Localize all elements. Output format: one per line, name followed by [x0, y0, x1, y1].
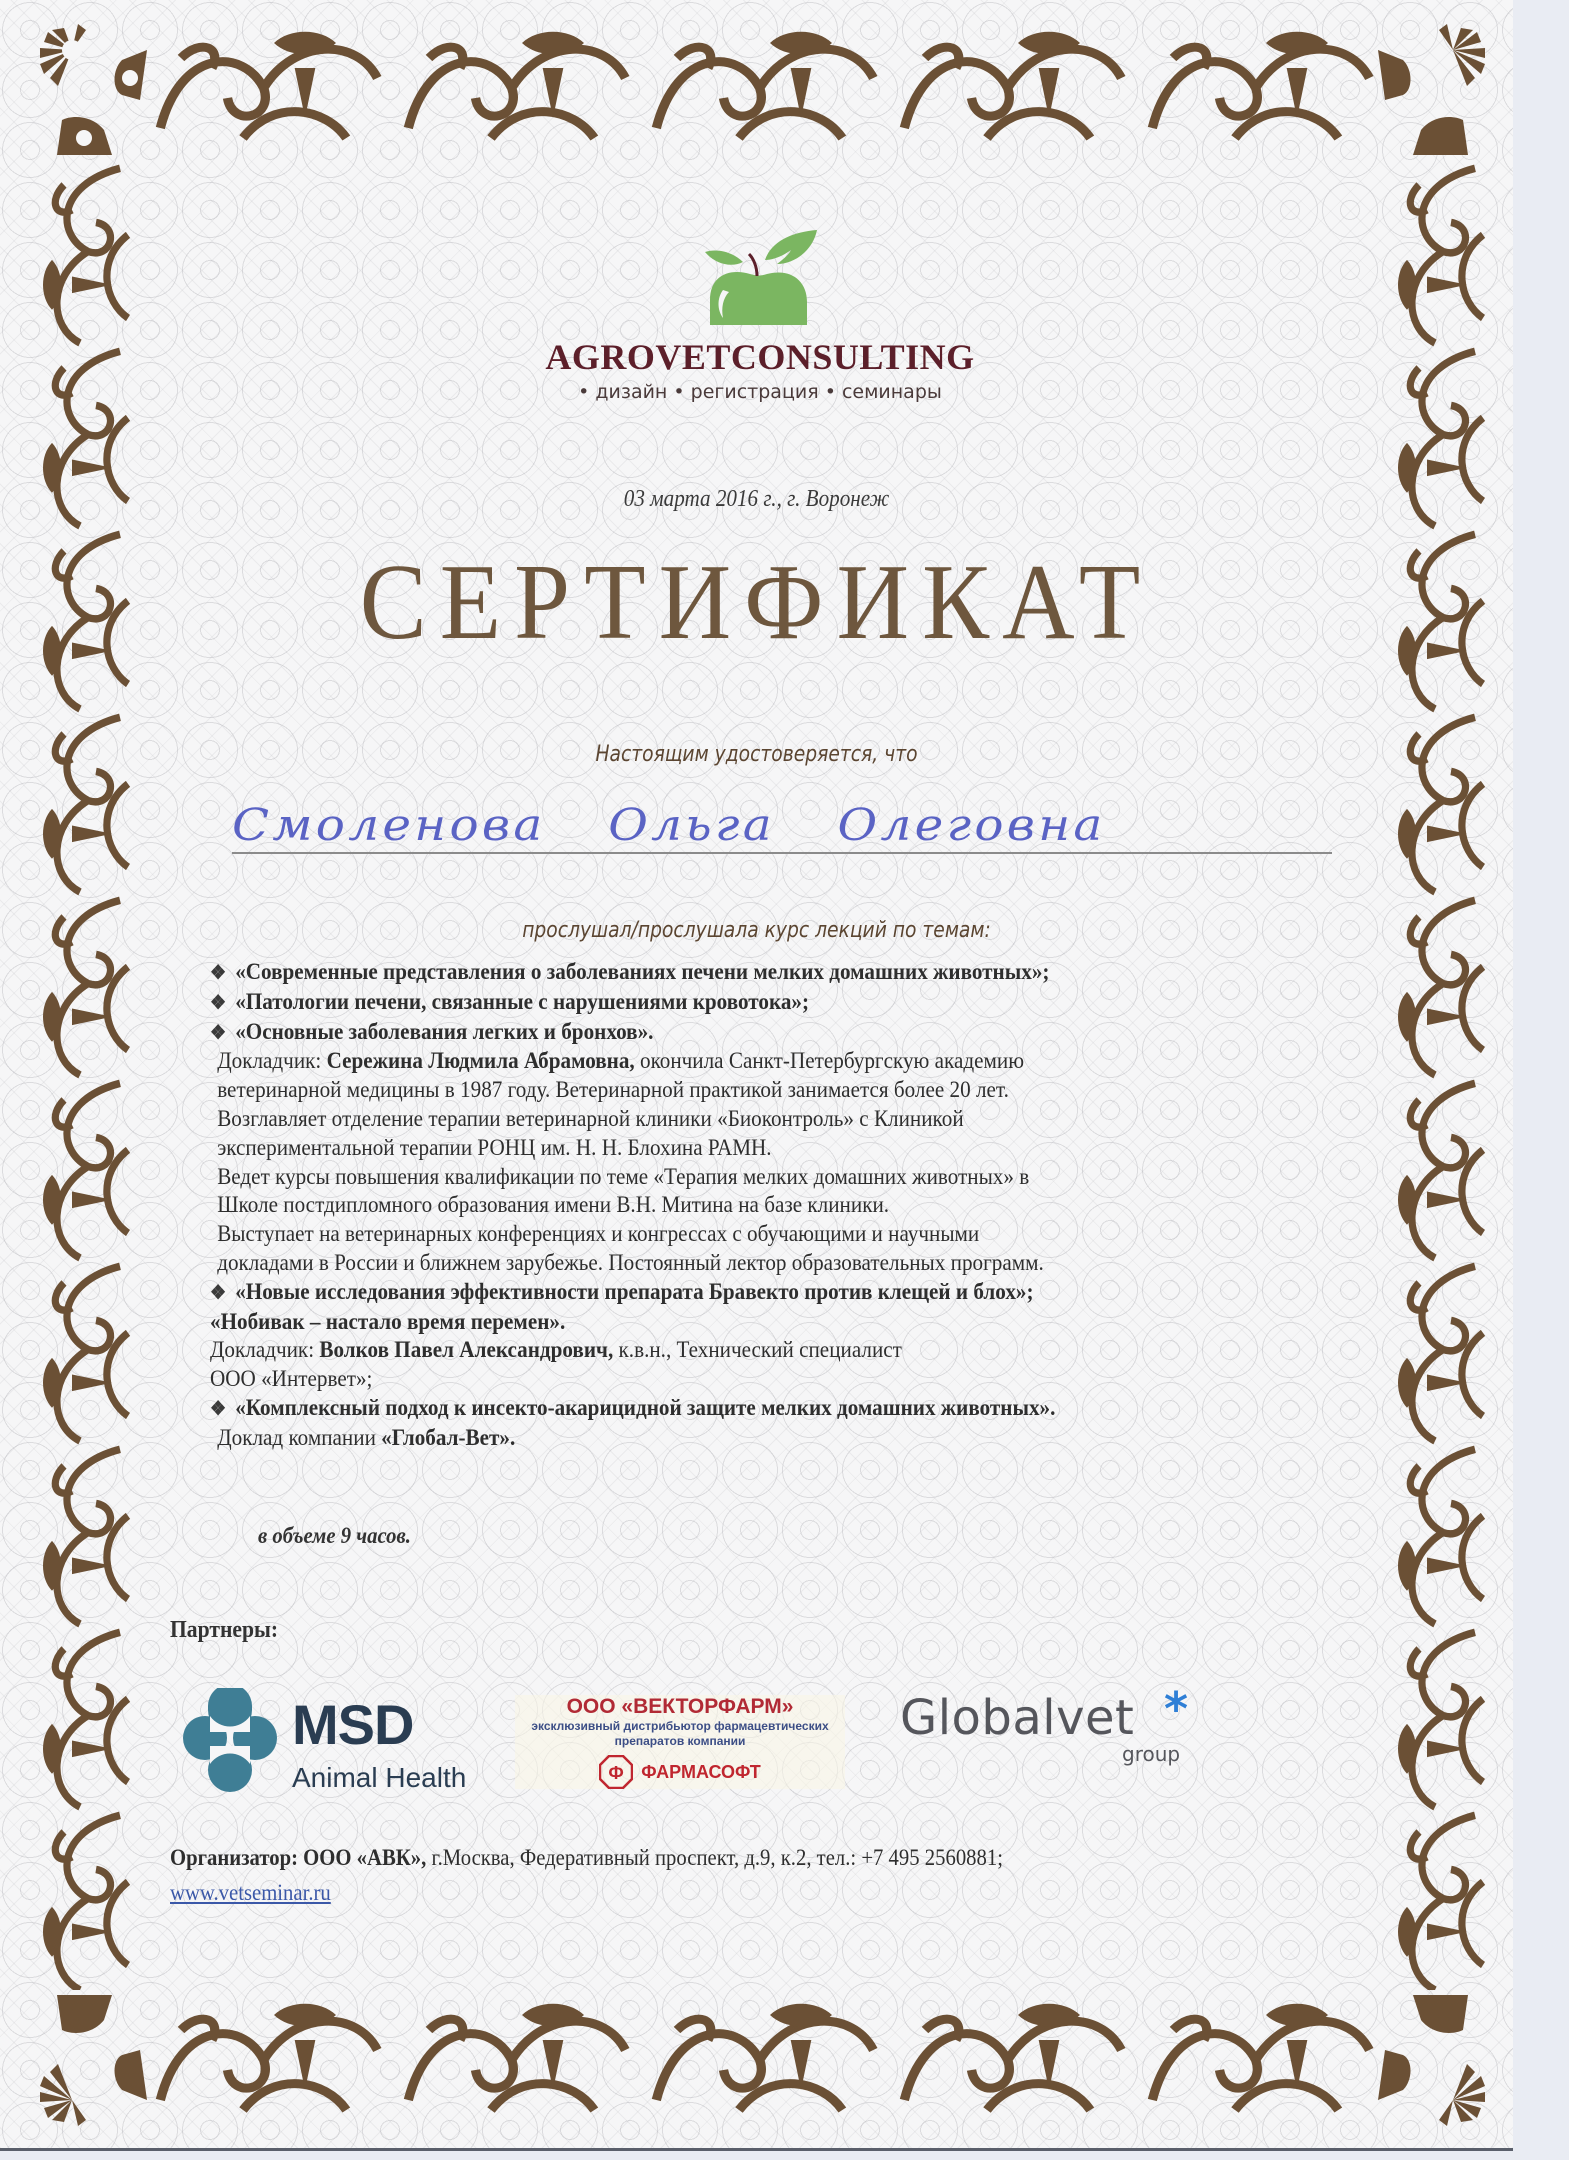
ornament-border-bottom — [150, 2000, 1390, 2125]
ornament-border-top — [150, 28, 1390, 153]
speaker-info-line: Возглавляет отделение терапии ветеринарной клиники «Биоконтроль» с Клиникой — [217, 1105, 964, 1132]
pharmasoft-octagon-icon — [599, 1755, 633, 1789]
vectorpharm-logo — [515, 1695, 845, 1789]
globalvet-logo — [900, 1682, 1220, 1770]
report-company: Доклад компании «Глобал-Вет». — [217, 1424, 516, 1451]
apple-leaf-icon — [695, 230, 825, 330]
topic-item: ❖ «Патологии печени, связанные с нарушениями кровотока»; — [210, 988, 1245, 1018]
ornament-border-left — [40, 160, 140, 1990]
pharmasoft-brand: ФАРМАСОФТ — [641, 1761, 761, 1782]
corner-rosette-icon — [22, 1995, 147, 2130]
speaker-company: ООО «Интервет»; — [210, 1366, 373, 1393]
diamond-bullet-icon: ❖ — [210, 991, 227, 1014]
svg-text:Ф: Ф — [608, 1763, 624, 1783]
brand-name: AGROVETCONSULTING — [545, 337, 975, 377]
speaker-info-line: докладами в России и ближнем зарубежье. Постоянный лектор образовательных программ. — [217, 1249, 1044, 1276]
name-underline — [232, 852, 1332, 854]
msd-subtitle: Animal Health — [292, 1762, 467, 1793]
vectorpharm-subtitle: препаратов компании — [614, 1734, 746, 1748]
organizer-info: Организатор: ООО «АВК», г.Москва, Федеративный проспект, д.9, к.2, тел.: +7 495 2560881; — [170, 1845, 1003, 1870]
diamond-bullet-icon: ❖ — [210, 962, 227, 984]
diamond-bullet-icon: ❖ — [210, 1281, 227, 1304]
corner-rosette-icon — [1378, 1995, 1503, 2130]
topic-item: «Нобивак – настало время перемен». — [210, 1308, 566, 1335]
speaker-info: Докладчик: Волков Павел Александрович, к.в.н., Технический специалист — [210, 1337, 902, 1364]
speaker-info: Докладчик: Сережина Людмила Абрамовна, окончила Санкт-Петербургскую академию — [217, 1048, 1025, 1075]
vectorpharm-title: ООО «ВЕКТОРФАРМ» — [566, 1695, 794, 1718]
website-link[interactable]: www.vetseminar.ru — [170, 1880, 331, 1905]
msd-cross-icon — [180, 1688, 290, 1798]
topics-list — [210, 958, 1360, 1453]
certificate-title: СЕРТИФИКАТ — [359, 543, 1154, 662]
diamond-bullet-icon: ❖ — [210, 1021, 227, 1044]
topic-item: ❖ «Современные представления о заболеваниях печени мелких домашних животных»; — [210, 958, 1245, 988]
partners-label: Партнеры: — [170, 1617, 279, 1643]
listened-course-text: прослушал/прослушала курс лекций по темам: — [522, 918, 991, 943]
asterisk-icon: * — [1164, 1682, 1189, 1736]
topic-item: ❖ «Комплексный подход к инсекто-акарицидной защите мелких домашних животных». — [210, 1394, 1245, 1424]
agrovetconsulting-logo — [530, 230, 990, 404]
topic-item: ❖ «Основные заболевания легких и бронхов». — [210, 1018, 1245, 1048]
brand-tagline: • дизайн • регистрация • семинары — [578, 381, 942, 403]
corner-rosette-icon — [1378, 20, 1503, 155]
pharmasoft-row — [515, 1755, 845, 1789]
speaker-info-line: экспериментальной терапии РОНЦ им. Н. Н. Блохина РАМН. — [217, 1134, 772, 1161]
msd-animal-health-logo — [180, 1688, 510, 1798]
msd-wordmark: MSD — [292, 1693, 414, 1756]
course-hours: в объеме 9 часов. — [258, 1523, 411, 1548]
recipient-name-handwritten: Смоленова Ольга Олеговна — [232, 800, 1106, 851]
globalvet-wordmark: Globalvet — [900, 1690, 1135, 1746]
date-place: 03 марта 2016 г., г. Воронеж — [623, 486, 890, 512]
topic-item: ❖ «Новые исследования эффективности препарата Бравекто против клещей и блох»; — [210, 1278, 1245, 1308]
speaker-info-line: Ведет курсы повышения квалификации по теме «Терапия мелких домашних животных» в — [217, 1163, 1030, 1190]
certifies-intro: Настоящим удостоверяется, что — [595, 742, 918, 767]
vectorpharm-subtitle: эксклюзивный дистрибьютор фармацевтических — [531, 1719, 829, 1733]
ornament-border-right — [1395, 160, 1495, 1990]
globalvet-subtitle: group — [1122, 1742, 1181, 1766]
speaker-info-line: Выступает на ветеринарных конференциях и конгрессах с обучающими и научными — [217, 1221, 980, 1248]
corner-rosette-icon — [22, 20, 147, 155]
speaker-info-line: ветеринарной медицины в 1987 году. Ветеринарной практикой занимается более 20 лет. — [217, 1077, 1009, 1104]
speaker-info-line: Школе постдипломного образования имени В.Н. Митина на базе клиники. — [217, 1192, 890, 1219]
diamond-bullet-icon: ❖ — [210, 1397, 227, 1420]
